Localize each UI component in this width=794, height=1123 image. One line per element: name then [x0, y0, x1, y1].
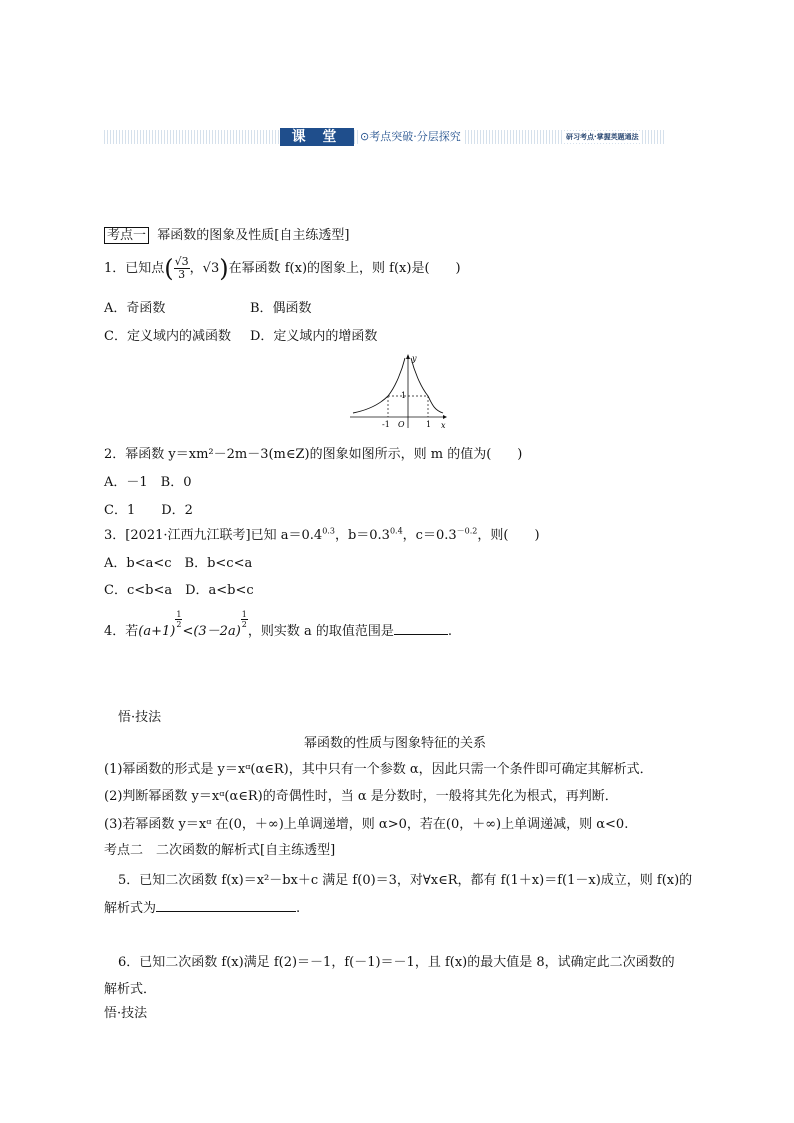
- graph-x-label: x: [441, 421, 446, 430]
- question-6-line-2: 解析式．: [104, 982, 157, 997]
- q1-right-paren: ): [219, 254, 229, 283]
- q4-exp1-num: 1: [176, 610, 182, 619]
- q3-options-ab: A．b<a<c B．b<c<a: [104, 556, 253, 571]
- q3-text-b: ，b＝0.3: [334, 528, 390, 543]
- q1-option-d: D．定义域内的增函数: [250, 329, 378, 344]
- graph-neg-one-x: -1: [382, 420, 390, 429]
- q3-text-main: 3．[2021·江西九江联考]已知 a＝0.4: [104, 528, 323, 543]
- q1-fraction: [174, 256, 190, 281]
- question-2: 2．幂函数 y＝xm²－2m－3(m∈Z)的图象如图所示，则 m 的值为( ): [104, 447, 523, 462]
- q4-end: .: [447, 624, 453, 639]
- q1-left-paren: (: [164, 254, 174, 283]
- section1-title-rest: 幂函数的图象及性质[自主练透型]: [149, 228, 350, 243]
- q1-option-c: C．定义域内的减函数: [104, 329, 231, 344]
- q1-frac-den: 3: [178, 268, 186, 281]
- q4-lt: <: [182, 624, 194, 639]
- tips1-line-2: (2)判断幂函数 y＝xᵅ(α∈R)的奇偶性时，当 α 是分数时，一般将其先化为根式，再判断．: [104, 789, 618, 804]
- section1-badge: 考点一: [104, 227, 149, 244]
- q3-exp-c: －0.2: [456, 526, 478, 536]
- banner-right-text: 研习考点·掌握英题通法: [566, 133, 639, 141]
- q1-prefix: 1．已知点: [104, 261, 165, 276]
- tips1-title: 幂函数的性质与图象特征的关系: [304, 736, 487, 751]
- tips2-label: 悟·技法: [104, 1006, 148, 1021]
- tips1-label: 悟·技法: [118, 710, 162, 725]
- q4-exp2-den: 2: [241, 620, 247, 629]
- q2-options-ab: A．－1 B．0: [104, 475, 192, 490]
- section-banner: [104, 128, 664, 146]
- q4-base1: (a+1): [138, 624, 176, 639]
- tips1-line-3: (3)若幂函数 y＝xᵅ 在(0，＋∞)上单调递增，则 α>0，若在(0，＋∞)上单调递减，则 α<0.: [104, 817, 629, 832]
- q3-options-cd: C．c<b<a D．a<b<c: [104, 583, 254, 598]
- q2-options-cd: C．1 D．2: [104, 503, 193, 518]
- graph-one-x: 1: [426, 420, 432, 429]
- q4-base2: (3－2a): [193, 624, 241, 639]
- curve-right: [411, 358, 443, 413]
- q5-end: .: [296, 901, 301, 916]
- q3-exp-b: 0.4: [389, 526, 403, 536]
- banner-stripes-left: [104, 130, 280, 144]
- section2-title: 考点二 二次函数的解析式[自主练透型]: [104, 843, 336, 858]
- q4-exp2-num: 1: [241, 610, 247, 619]
- q4-prefix: 4．若: [104, 624, 139, 639]
- graph-one-y: 1: [401, 391, 407, 400]
- question-4: [104, 610, 453, 640]
- q5-answer-blank[interactable]: [156, 899, 296, 912]
- banner-subtitle: ⊙考点突破·分层探究: [360, 130, 461, 143]
- question-5-line-1: 5．已知二次函数 f(x)＝x²－bx＋c 满足 f(0)＝3，对∀x∈R，都有 f(1＋x)＝f(1－x)成立，则 f(x)的: [118, 873, 693, 888]
- question-6-line-1: 6．已知二次函数 f(x)满足 f(2)＝－1，f(－1)＝－1，且 f(x)的最大值是 8，试确定此二次函数的: [118, 955, 675, 970]
- q4-answer-blank[interactable]: [394, 622, 448, 635]
- graph-origin-label: O: [398, 420, 405, 429]
- graph-y-label: y: [412, 354, 417, 363]
- power-function-graph: [348, 352, 448, 430]
- x-axis-arrow: [443, 415, 447, 419]
- q4-exp2: [241, 610, 248, 629]
- q5-label: 解析式为: [104, 901, 157, 916]
- section1-title: [104, 228, 349, 244]
- tips1-line-1: (1)幂函数的形式是 y＝xᵅ(α∈R)，其中只有一个参数 α，因此只需一个条件即可确定其解析式．: [104, 762, 653, 777]
- q3-text-c: ，c＝0.3: [402, 528, 457, 543]
- q1-option-a: A．奇函数: [104, 301, 166, 316]
- q1-option-b: B．偶函数: [250, 301, 312, 316]
- q1-suffix: 在幂函数 f(x)的图象上，则 f(x)是( ): [228, 261, 461, 276]
- question-3: [104, 528, 540, 544]
- q4-suffix: ，则实数 a 的取值范围是: [247, 624, 394, 639]
- q3-exp-a: 0.3: [322, 526, 335, 536]
- y-axis-arrow: [406, 354, 410, 359]
- q1-mid: ，√3: [189, 261, 220, 276]
- question-1: [104, 256, 461, 281]
- question-5-line-2: [104, 899, 300, 917]
- banner-label: 课 堂: [280, 128, 354, 146]
- q3-text-end: ，则( ): [477, 528, 540, 543]
- q4-exp1-den: 2: [176, 620, 182, 629]
- curve-left: [353, 358, 405, 413]
- q1-frac-num: √3: [174, 255, 189, 268]
